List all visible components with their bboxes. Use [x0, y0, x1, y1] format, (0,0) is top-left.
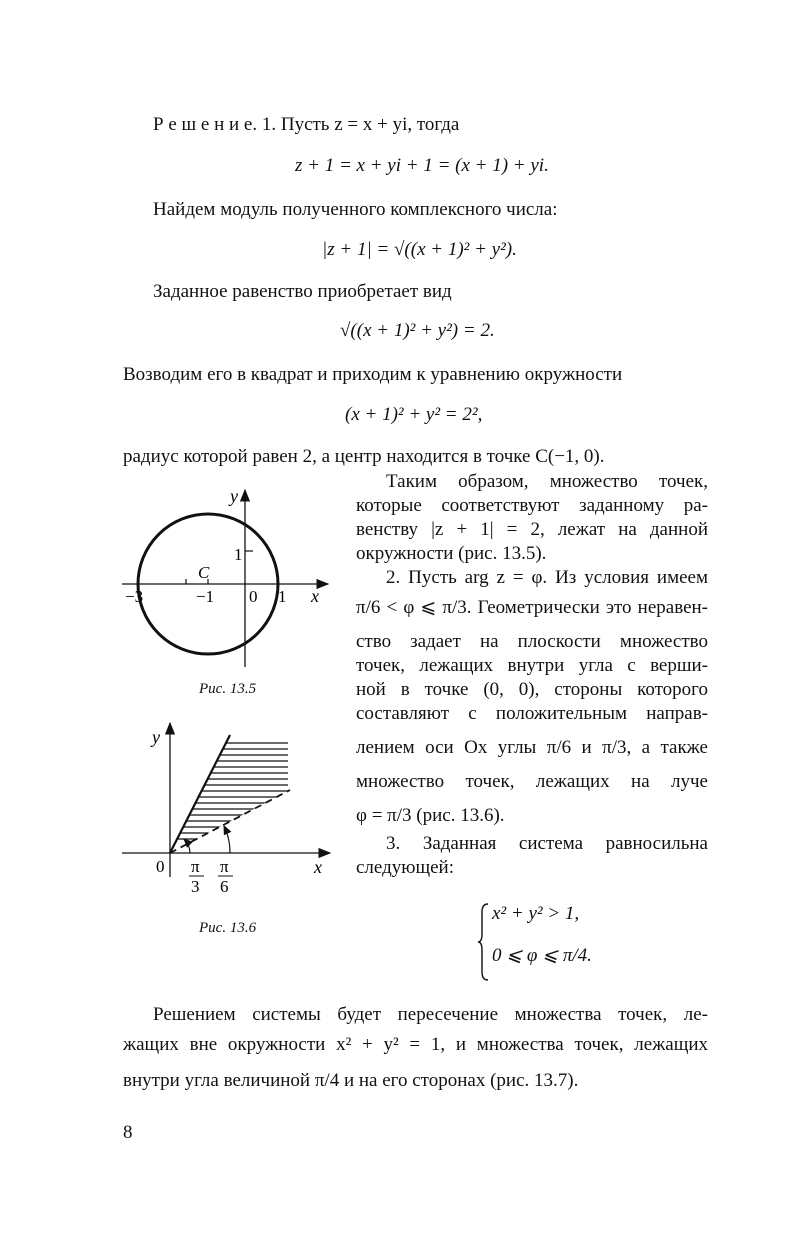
right-column-line: венству |z + 1| = 2, лежат на данной — [356, 519, 708, 540]
angle-label-num: π — [191, 857, 200, 876]
right-column-line: которые соответствуют заданному ра- — [356, 495, 708, 516]
right-column-line: составляют с положительным направ- — [356, 703, 708, 724]
right-column-line: следующей: — [356, 857, 454, 878]
equation-3: √((x + 1)² + y²) = 2. — [340, 320, 495, 341]
equation-1: z + 1 = x + yi + 1 = (x + 1) + yi. — [295, 155, 549, 176]
right-column-line: ство задает на плоскости множество — [356, 631, 708, 652]
paragraph-radius: радиус которой равен 2, а центр находится в точке C(−1, 0). — [123, 446, 605, 467]
figure-13-5-caption: Рис. 13.5 — [199, 681, 257, 697]
x-axis-label: x — [314, 857, 322, 877]
tick-label: 1 — [278, 587, 287, 606]
equation-4: (x + 1)² + y² = 2², — [345, 404, 483, 425]
right-column-line: φ = π/3 (рис. 13.6). — [356, 805, 505, 826]
tick-label: −1 — [196, 587, 215, 606]
figure-13-5 — [118, 482, 338, 672]
figure-13-6-caption: Рис. 13.6 — [199, 920, 257, 936]
hatched-region — [118, 743, 338, 839]
right-column-line: окружности (рис. 13.5). — [356, 543, 547, 564]
y-axis-label: y — [152, 727, 160, 747]
right-column-line: 2. Пусть arg z = φ. Из условия имеем — [386, 567, 708, 588]
equation-2: |z + 1| = √((x + 1)² + y²). — [322, 239, 517, 260]
angle-label-den: 6 — [220, 877, 229, 896]
paragraph-square: Возводим его в квадрат и приходим к уравнению окружности — [123, 364, 623, 385]
paragraph-equality: Заданное равенство приобретает вид — [153, 281, 452, 302]
system-line-1: x² + y² > 1, — [492, 903, 580, 924]
right-column-line: ной в точке (0, 0), стороны которого — [356, 679, 708, 700]
y-axis-label: y — [230, 486, 238, 506]
angle-label-num: π — [220, 857, 229, 876]
tick-label: −3 — [125, 587, 144, 606]
final-line: жащих вне окружности x² + y² = 1, и множества точек, лежащих — [123, 1034, 708, 1055]
final-line: Решением системы будет пересечение множества точек, ле- — [153, 1004, 708, 1025]
intro-line — [153, 113, 459, 138]
angle-label-den: 3 — [191, 877, 200, 896]
final-paragraph — [123, 1003, 708, 1099]
right-column-line: Таким образом, множество точек, — [386, 471, 708, 492]
x-axis-label: x — [311, 586, 319, 606]
tick-label: 0 — [249, 587, 258, 606]
right-column-line: множество точек, лежащих на луче — [356, 771, 708, 792]
y-tick-label: 1 — [234, 545, 243, 564]
ray-pi-3 — [170, 735, 230, 853]
right-column-line: точек, лежащих внутри угла с верши- — [356, 655, 708, 676]
page-number: 8 — [123, 1122, 133, 1143]
angle-arc-icon — [224, 826, 230, 853]
brace-icon — [478, 902, 490, 982]
right-column-line: 3. Заданная система равносильна — [386, 833, 708, 854]
right-column-line: лением оси Ox углы π/6 и π/3, а также — [356, 737, 708, 758]
system-line-2: 0 ⩽ φ ⩽ π/4. — [492, 945, 592, 966]
right-column — [356, 470, 708, 880]
final-line: внутри угла величиной π/4 и на его сторонах (рис. 13.7). — [123, 1070, 579, 1091]
right-column-line: π/6 < φ ⩽ π/3. Геометрически это неравен- — [356, 597, 708, 618]
solution-heading: Р е ш е н и е. — [153, 114, 258, 135]
center-label: C — [198, 563, 210, 582]
origin-label: 0 — [156, 857, 165, 876]
intro-text: 1. Пусть z = x + yi, тогда — [261, 114, 460, 135]
figure-13-6 — [118, 715, 343, 900]
paragraph-modulus: Найдем модуль полученного комплексного числа: — [153, 199, 558, 220]
